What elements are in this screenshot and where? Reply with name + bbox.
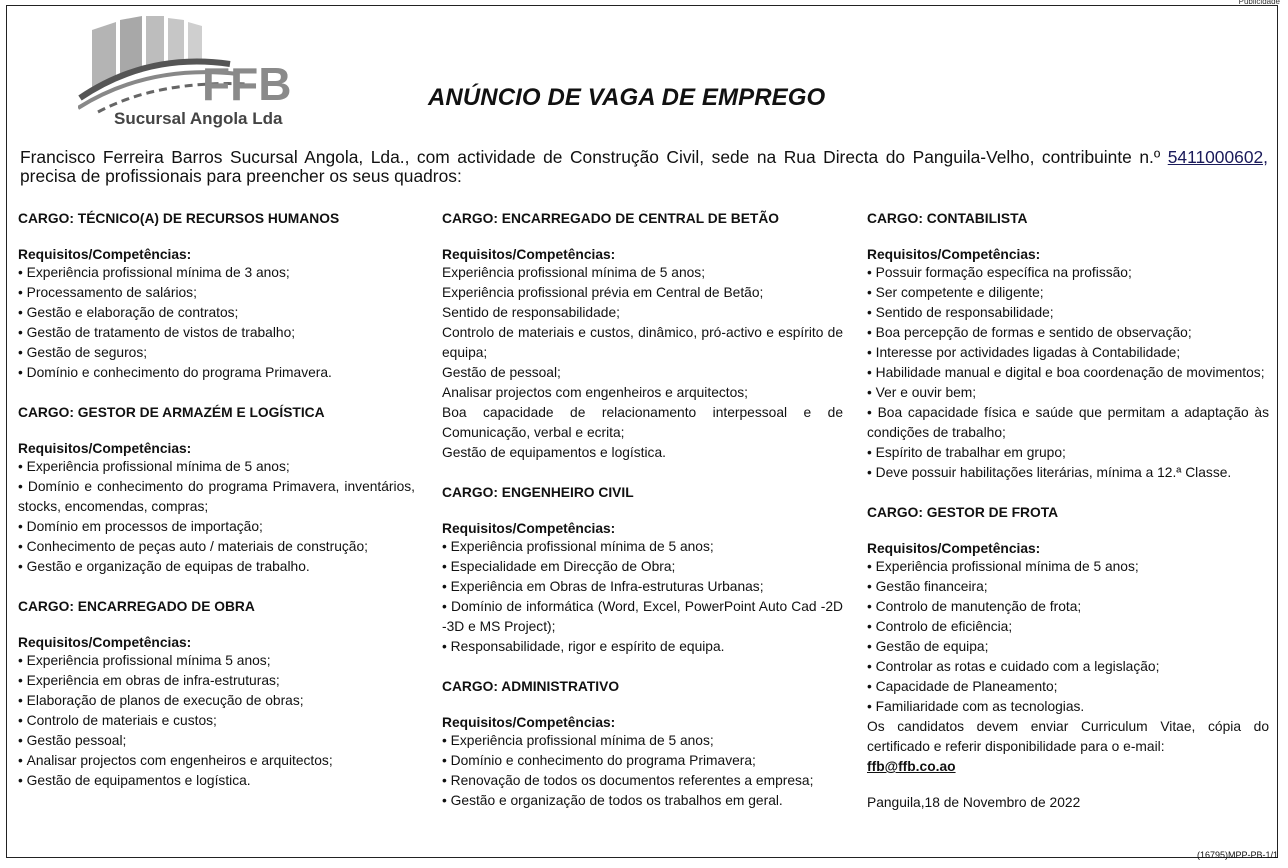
requirement-item: • Gestão financeira; (867, 577, 1269, 597)
requirements-label: Requisitos/Competências: (18, 635, 192, 650)
job-title: CARGO: ENCARREGADO DE CENTRAL DE BETÃO (442, 211, 780, 226)
requirement-item: • Ser competente e diligente; (867, 283, 1269, 303)
job-obra (18, 599, 415, 791)
requirement-item: • Boa capacidade física e saúde que permitam a adaptação às condições de trabalho; (867, 403, 1269, 443)
requirement-item: • Gestão de seguros; (18, 343, 415, 363)
requirement-item: • Boa percepção de formas e sentido de observação; (867, 323, 1269, 343)
job-betao (442, 211, 843, 463)
requirement-item: Gestão de equipamentos e logística. (442, 445, 666, 460)
requirement-item: • Familiaridade com as tecnologias. (867, 697, 1269, 717)
requirement-item: • Possuir formação específica na profissão; (867, 263, 1269, 283)
requirements-label: Requisitos/Competências: (442, 521, 616, 536)
job-title: CARGO: CONTABILISTA (867, 211, 1028, 226)
intro-text: Francisco Ferreira Barros Sucursal Angola, Lda., com actividade de Construção Civil, sede na Rua Directa do Panguila-Velho, contribuinte n.º (20, 147, 1168, 167)
requirements-list (442, 731, 843, 811)
job-armazem (18, 405, 415, 577)
requirement-item: Sentido de responsabilidade; (442, 305, 620, 320)
requirement-item: • Experiência profissional mínima de 5 anos; (867, 557, 1269, 577)
job-title: CARGO: ENCARREGADO DE OBRA (18, 599, 255, 614)
requirements-list (867, 263, 1269, 483)
requirement-item: • Gestão e elaboração de contratos; (18, 303, 415, 323)
requirement-item: • Controlo de materiais e custos; (18, 711, 415, 731)
requirement-item: • Gestão e organização de todos os trabalhos em geral. (442, 791, 843, 811)
requirement-item: • Controlo de eficiência; (867, 617, 1269, 637)
logo-ffb-text: FFB (202, 58, 292, 110)
requirement-item: • Gestão de tratamento de vistos de trabalho; (18, 323, 415, 343)
requirements-list (442, 263, 843, 463)
requirement-item: • Experiência em obras de infra-estruturas; (18, 671, 415, 691)
column-2 (442, 211, 843, 833)
requirement-item: • Renovação de todos os documentos referentes a empresa; (442, 771, 843, 791)
requirement-item: • Interesse por actividades ligadas à Contabilidade; (867, 343, 1269, 363)
requirements-label: Requisitos/Competências: (442, 715, 616, 730)
contribuinte-number: 5411000602, (1167, 147, 1268, 167)
requirement-item: • Elaboração de planos de execução de obras; (18, 691, 415, 711)
contact-email[interactable]: ffb@ffb.co.ao (867, 759, 956, 774)
requirements-list (18, 457, 415, 577)
job-engenheiro (442, 485, 843, 657)
requirement-item: • Deve possuir habilitações literárias, mínima a 12.ª Classe. (867, 463, 1269, 483)
requirement-item: • Gestão e organização de equipas de trabalho. (18, 557, 415, 577)
requirements-list (867, 557, 1269, 717)
requirement-item: • Gestão de equipamentos e logística. (18, 771, 415, 791)
requirement-item: • Capacidade de Planeamento; (867, 677, 1269, 697)
requirement-item: • Experiência profissional mínima de 3 anos; (18, 263, 415, 283)
requirement-item: • Experiência profissional mínima de 5 anos; (442, 537, 843, 557)
requirement-item: • Gestão de equipa; (867, 637, 1269, 657)
publicidade-label: Publicidade (1238, 0, 1280, 6)
requirements-list (18, 651, 415, 791)
job-frota (867, 505, 1269, 717)
application-instructions (867, 717, 1269, 777)
job-title: CARGO: ADMINISTRATIVO (442, 679, 620, 694)
requirements-label: Requisitos/Competências: (867, 247, 1041, 262)
ffb-logo (78, 12, 348, 132)
requirement-item: • Conhecimento de peças auto / materiais de construção; (18, 537, 415, 557)
job-rh (18, 211, 415, 383)
ad-date: Panguila,18 de Novembro de 2022 (867, 795, 1081, 810)
logo-subtext: Sucursal Angola Lda (114, 109, 283, 128)
requirement-item: • Espírito de trabalhar em grupo; (867, 443, 1269, 463)
requirement-item: • Habilidade manual e digital e boa coordenação de movimentos; (867, 363, 1269, 383)
requirement-item: • Ver e ouvir bem; (867, 383, 1269, 403)
requirement-item: • Gestão pessoal; (18, 731, 415, 751)
requirement-item: • Experiência profissional mínima de 5 anos; (18, 457, 415, 477)
requirement-item: Controlo de materiais e custos, dinâmico, pró-activo e espírito de equipa; (442, 325, 843, 360)
column-1 (18, 211, 415, 813)
requirement-item: Boa capacidade de relacionamento interpessoal e de Comunicação, verbal e ecrita; (442, 405, 843, 440)
requirement-item: • Experiência em Obras de Infra-estruturas Urbanas; (442, 577, 843, 597)
requirements-label: Requisitos/Competências: (18, 247, 192, 262)
requirement-item: • Domínio em processos de importação; (18, 517, 415, 537)
intro-text-end: precisa de profissionais para preencher os seus quadros: (20, 166, 462, 186)
requirement-item: • Especialidade em Direcção de Obra; (442, 557, 843, 577)
job-title: CARGO: ENGENHEIRO CIVIL (442, 485, 634, 500)
requirement-item: • Experiência profissional mínima 5 anos; (18, 651, 415, 671)
requirement-item: • Sentido de responsabilidade; (867, 303, 1269, 323)
requirement-item: • Controlo de manutenção de frota; (867, 597, 1269, 617)
job-administrativo (442, 679, 843, 811)
requirements-label: Requisitos/Competências: (867, 541, 1041, 556)
requirement-item: • Processamento de salários; (18, 283, 415, 303)
requirement-item: Gestão de pessoal; (442, 365, 561, 380)
requirement-item: • Domínio de informática (Word, Excel, PowerPoint Auto Cad -2D -3D e MS Project); (442, 597, 843, 637)
job-title: CARGO: GESTOR DE FROTA (867, 505, 1059, 520)
job-contabilista (867, 211, 1269, 483)
instructions-text: Os candidatos devem enviar Curriculum Vitae, cópia do certificado e referir disponibilidade para o e-mail: (867, 719, 1269, 754)
requirement-item: • Domínio e conhecimento do programa Primavera, inventários, stocks, encomendas, compras; (18, 477, 415, 517)
requirement-item: • Controlar as rotas e cuidado com a legislação; (867, 657, 1269, 677)
requirement-item: Analisar projectos com engenheiros e arquitectos; (442, 385, 748, 400)
requirement-item: Experiência profissional prévia em Central de Betão; (442, 285, 764, 300)
requirement-item: • Domínio e conhecimento do programa Primavera; (442, 751, 843, 771)
ffb-logo-graphic (78, 12, 348, 132)
requirement-item: • Responsabilidade, rigor e espírito de equipa. (442, 637, 843, 657)
requirements-label: Requisitos/Competências: (442, 247, 616, 262)
requirement-item: • Domínio e conhecimento do programa Primavera. (18, 363, 415, 383)
reference-code: (16795)MPP-PB-1/1 (1196, 850, 1278, 860)
intro-paragraph (20, 148, 1268, 186)
ad-title: ANÚNCIO DE VAGA DE EMPREGO (428, 84, 826, 111)
requirements-label: Requisitos/Competências: (18, 441, 192, 456)
requirements-list (442, 537, 843, 657)
requirement-item: • Analisar projectos com engenheiros e arquitectos; (18, 751, 415, 771)
requirement-item: • Experiência profissional mínima de 5 anos; (442, 731, 843, 751)
requirement-item: Experiência profissional mínima de 5 anos; (442, 265, 706, 280)
job-title: CARGO: GESTOR DE ARMAZÉM E LOGÍSTICA (18, 405, 325, 420)
requirements-list (18, 263, 415, 383)
column-3 (867, 211, 1269, 813)
job-title: CARGO: TÉCNICO(A) DE RECURSOS HUMANOS (18, 211, 340, 226)
